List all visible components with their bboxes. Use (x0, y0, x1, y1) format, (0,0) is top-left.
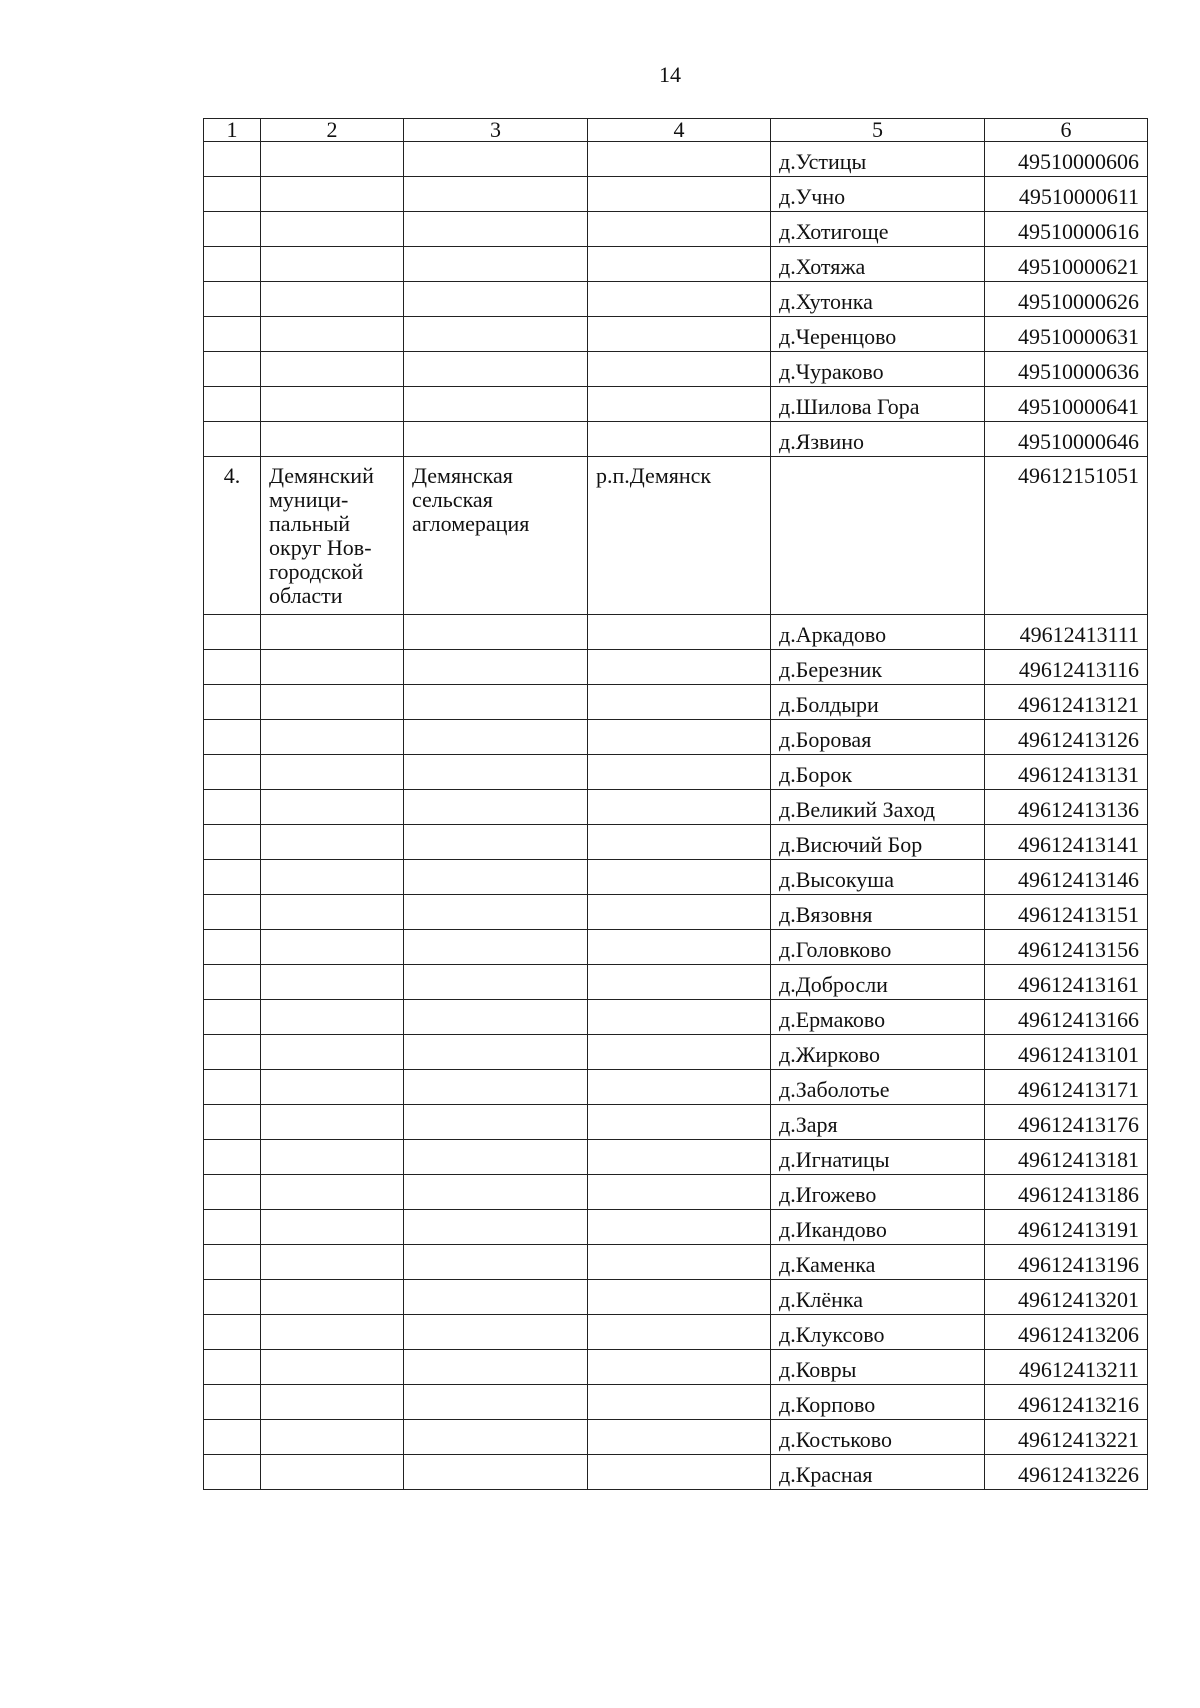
empty-cell (404, 685, 588, 720)
empty-cell (588, 177, 771, 212)
settlement-name: д.Березник (771, 650, 985, 685)
settlement-name: д.Аркадово (771, 615, 985, 650)
empty-cell (204, 1350, 261, 1385)
oktmo-code: 49612413111 (985, 615, 1148, 650)
oktmo-code: 49612413171 (985, 1070, 1148, 1105)
empty-cell (404, 895, 588, 930)
table-row (204, 1420, 1148, 1455)
empty-cell (261, 965, 404, 1000)
settlement-name: д.Головково (771, 930, 985, 965)
empty-cell (261, 930, 404, 965)
oktmo-code: 49510000606 (985, 142, 1148, 177)
settlement-name (771, 457, 985, 615)
table-row (204, 1070, 1148, 1105)
settlement-name: д.Красная (771, 1455, 985, 1490)
empty-cell (261, 1210, 404, 1245)
oktmo-code: 49510000611 (985, 177, 1148, 212)
empty-cell (588, 247, 771, 282)
table-row (204, 615, 1148, 650)
settlement-name: д.Высокуша (771, 860, 985, 895)
empty-cell (204, 387, 261, 422)
table-row (204, 247, 1148, 282)
empty-cell (204, 685, 261, 720)
table-row (204, 1210, 1148, 1245)
empty-cell (588, 1210, 771, 1245)
table-row (204, 720, 1148, 755)
empty-cell (588, 1175, 771, 1210)
empty-cell (404, 317, 588, 352)
settlement-name: д.Каменка (771, 1245, 985, 1280)
empty-cell (204, 1210, 261, 1245)
empty-cell (204, 965, 261, 1000)
empty-cell (261, 790, 404, 825)
table-row (204, 860, 1148, 895)
table-row (204, 282, 1148, 317)
oktmo-code: 49612413226 (985, 1455, 1148, 1490)
empty-cell (588, 1315, 771, 1350)
settlement-name: д.Заболотье (771, 1070, 985, 1105)
empty-cell (588, 1000, 771, 1035)
empty-cell (588, 1245, 771, 1280)
column-number: 1 (204, 119, 261, 142)
empty-cell (404, 282, 588, 317)
table-row (204, 1350, 1148, 1385)
empty-cell (404, 1070, 588, 1105)
empty-cell (204, 1385, 261, 1420)
settlement-name: д.Игнатицы (771, 1140, 985, 1175)
empty-cell (204, 1105, 261, 1140)
table-row (204, 1140, 1148, 1175)
table-row (204, 387, 1148, 422)
agglomeration-name-text: Демянская сельская агломерация (412, 463, 530, 536)
table-row (204, 755, 1148, 790)
empty-cell (261, 422, 404, 457)
empty-cell (588, 860, 771, 895)
empty-cell (204, 1070, 261, 1105)
empty-cell (261, 387, 404, 422)
empty-cell (261, 282, 404, 317)
empty-cell (261, 895, 404, 930)
empty-cell (404, 247, 588, 282)
empty-cell (261, 177, 404, 212)
settlement-name: д.Добросли (771, 965, 985, 1000)
empty-cell (204, 1000, 261, 1035)
empty-cell (204, 1140, 261, 1175)
empty-cell (588, 965, 771, 1000)
empty-cell (204, 825, 261, 860)
empty-cell (204, 650, 261, 685)
settlement-name: д.Игожево (771, 1175, 985, 1210)
empty-cell (404, 615, 588, 650)
empty-cell (261, 1385, 404, 1420)
empty-cell (204, 247, 261, 282)
empty-cell (261, 1105, 404, 1140)
empty-cell (204, 895, 261, 930)
settlement-name: д.Устицы (771, 142, 985, 177)
column-number: 4 (588, 119, 771, 142)
empty-cell (588, 317, 771, 352)
empty-cell (588, 387, 771, 422)
empty-cell (261, 142, 404, 177)
empty-cell (404, 177, 588, 212)
oktmo-code: 49612413121 (985, 685, 1148, 720)
empty-cell (404, 1315, 588, 1350)
empty-cell (404, 1210, 588, 1245)
oktmo-code: 49612413201 (985, 1280, 1148, 1315)
empty-cell (588, 1140, 771, 1175)
empty-cell (588, 825, 771, 860)
empty-cell (204, 720, 261, 755)
empty-cell (404, 930, 588, 965)
empty-cell (588, 1350, 771, 1385)
oktmo-code: 49612413166 (985, 1000, 1148, 1035)
group-number: 4. (204, 457, 261, 615)
table-row (204, 212, 1148, 247)
empty-cell (204, 615, 261, 650)
empty-cell (404, 422, 588, 457)
settlement-name: д.Хотяжа (771, 247, 985, 282)
empty-cell (588, 895, 771, 930)
table-row (204, 1455, 1148, 1490)
table-row (204, 1245, 1148, 1280)
oktmo-code: 49510000631 (985, 317, 1148, 352)
table-row (204, 1000, 1148, 1035)
empty-cell (404, 1385, 588, 1420)
empty-cell (204, 212, 261, 247)
oktmo-code: 49510000616 (985, 212, 1148, 247)
column-number: 6 (985, 119, 1148, 142)
empty-cell (204, 352, 261, 387)
empty-cell (588, 930, 771, 965)
settlement-name: д.Хотигоще (771, 212, 985, 247)
empty-cell (261, 1350, 404, 1385)
table-row (204, 650, 1148, 685)
table-row (204, 825, 1148, 860)
empty-cell (261, 247, 404, 282)
empty-cell (204, 142, 261, 177)
empty-cell (404, 965, 588, 1000)
empty-cell (261, 650, 404, 685)
settlement-name: д.Клёнка (771, 1280, 985, 1315)
empty-cell (404, 1350, 588, 1385)
empty-cell (261, 1035, 404, 1070)
oktmo-code: 49510000641 (985, 387, 1148, 422)
empty-cell (404, 1420, 588, 1455)
settlement-name: д.Хутонка (771, 282, 985, 317)
table-row (204, 352, 1148, 387)
oktmo-code: 49612413141 (985, 825, 1148, 860)
settlement-name: д.Черенцово (771, 317, 985, 352)
empty-cell (588, 615, 771, 650)
empty-cell (404, 825, 588, 860)
oktmo-code: 49612413151 (985, 895, 1148, 930)
empty-cell (204, 930, 261, 965)
empty-cell (404, 1280, 588, 1315)
empty-cell (261, 1455, 404, 1490)
empty-cell (204, 1245, 261, 1280)
empty-cell (588, 755, 771, 790)
settlement-name: д.Висючий Бор (771, 825, 985, 860)
empty-cell (588, 1455, 771, 1490)
empty-cell (404, 142, 588, 177)
oktmo-code: 49612413181 (985, 1140, 1148, 1175)
center-name: р.п.Демянск (588, 457, 771, 615)
settlement-name: д.Ковры (771, 1350, 985, 1385)
settlement-name: д.Икандово (771, 1210, 985, 1245)
table-row (204, 422, 1148, 457)
empty-cell (404, 1000, 588, 1035)
empty-cell (588, 1385, 771, 1420)
oktmo-code: 49612413136 (985, 790, 1148, 825)
oktmo-code: 49510000646 (985, 422, 1148, 457)
municipality-name (261, 457, 404, 615)
empty-cell (204, 1420, 261, 1455)
settlement-name: д.Великий Заход (771, 790, 985, 825)
empty-cell (588, 685, 771, 720)
empty-cell (588, 282, 771, 317)
settlement-name: д.Клуксово (771, 1315, 985, 1350)
oktmo-code: 49612413156 (985, 930, 1148, 965)
empty-cell (261, 720, 404, 755)
empty-cell (404, 352, 588, 387)
table-row (204, 930, 1148, 965)
settlement-name: д.Учно (771, 177, 985, 212)
column-number: 5 (771, 119, 985, 142)
empty-cell (204, 1035, 261, 1070)
empty-cell (588, 212, 771, 247)
empty-cell (404, 755, 588, 790)
empty-cell (404, 860, 588, 895)
empty-cell (261, 1315, 404, 1350)
empty-cell (204, 282, 261, 317)
empty-cell (261, 1175, 404, 1210)
empty-cell (588, 650, 771, 685)
empty-cell (261, 860, 404, 895)
empty-cell (404, 212, 588, 247)
empty-cell (404, 1140, 588, 1175)
oktmo-code: 49612413176 (985, 1105, 1148, 1140)
empty-cell (588, 720, 771, 755)
table-row (204, 965, 1148, 1000)
empty-cell (204, 422, 261, 457)
empty-cell (588, 1105, 771, 1140)
settlement-name: д.Борок (771, 755, 985, 790)
table-row (204, 790, 1148, 825)
empty-cell (404, 1175, 588, 1210)
settlement-table (203, 118, 1148, 1490)
settlement-name: д.Шилова Гора (771, 387, 985, 422)
column-number: 2 (261, 119, 404, 142)
oktmo-code: 49612413146 (985, 860, 1148, 895)
oktmo-code: 49612413101 (985, 1035, 1148, 1070)
oktmo-code: 49612413126 (985, 720, 1148, 755)
municipality-name-text: Демянский муници- пальный округ Нов- городской области (269, 463, 374, 608)
agglomeration-name (404, 457, 588, 615)
oktmo-code: 49612413211 (985, 1350, 1148, 1385)
oktmo-code: 49612413221 (985, 1420, 1148, 1455)
settlement-name: д.Жирково (771, 1035, 985, 1070)
settlement-name: д.Вязовня (771, 895, 985, 930)
table-row (204, 685, 1148, 720)
empty-cell (588, 1280, 771, 1315)
empty-cell (588, 352, 771, 387)
empty-cell (204, 860, 261, 895)
table-row (204, 1315, 1148, 1350)
empty-cell (404, 790, 588, 825)
empty-cell (261, 1000, 404, 1035)
empty-cell (261, 1420, 404, 1455)
settlement-name: д.Корпово (771, 1385, 985, 1420)
empty-cell (204, 755, 261, 790)
empty-cell (261, 685, 404, 720)
settlement-name: д.Заря (771, 1105, 985, 1140)
oktmo-code: 49510000636 (985, 352, 1148, 387)
empty-cell (404, 1455, 588, 1490)
settlement-name: д.Костьково (771, 1420, 985, 1455)
oktmo-code: 49612413206 (985, 1315, 1148, 1350)
empty-cell (204, 790, 261, 825)
empty-cell (261, 352, 404, 387)
column-number: 3 (404, 119, 588, 142)
empty-cell (588, 790, 771, 825)
oktmo-code: 49612413191 (985, 1210, 1148, 1245)
empty-cell (588, 422, 771, 457)
table-row (204, 317, 1148, 352)
empty-cell (261, 1280, 404, 1315)
group-row (204, 457, 1148, 615)
empty-cell (404, 720, 588, 755)
settlement-name: д.Ермаково (771, 1000, 985, 1035)
page-number: 14 (659, 62, 681, 87)
empty-cell (404, 1035, 588, 1070)
empty-cell (261, 825, 404, 860)
empty-cell (204, 177, 261, 212)
table-row (204, 142, 1148, 177)
table-row (204, 1280, 1148, 1315)
empty-cell (204, 317, 261, 352)
empty-cell (404, 1105, 588, 1140)
column-number-row (204, 119, 1148, 142)
oktmo-code: 49612413131 (985, 755, 1148, 790)
table-row (204, 1105, 1148, 1140)
table-row (204, 895, 1148, 930)
empty-cell (404, 650, 588, 685)
empty-cell (261, 1070, 404, 1105)
settlement-name: д.Боровая (771, 720, 985, 755)
table-row (204, 1035, 1148, 1070)
settlement-name: д.Язвино (771, 422, 985, 457)
empty-cell (261, 1245, 404, 1280)
empty-cell (404, 387, 588, 422)
empty-cell (204, 1175, 261, 1210)
empty-cell (261, 317, 404, 352)
oktmo-code: 49510000621 (985, 247, 1148, 282)
empty-cell (588, 142, 771, 177)
empty-cell (404, 1245, 588, 1280)
oktmo-code: 49612413161 (985, 965, 1148, 1000)
settlement-table-body (204, 119, 1148, 1490)
table-row (204, 177, 1148, 212)
oktmo-code: 49510000626 (985, 282, 1148, 317)
empty-cell (588, 1035, 771, 1070)
empty-cell (261, 755, 404, 790)
settlement-name: д.Чураково (771, 352, 985, 387)
empty-cell (204, 1455, 261, 1490)
table-row (204, 1385, 1148, 1420)
oktmo-code: 49612413116 (985, 650, 1148, 685)
oktmo-code: 49612413216 (985, 1385, 1148, 1420)
empty-cell (261, 1140, 404, 1175)
empty-cell (588, 1420, 771, 1455)
oktmo-code: 49612413186 (985, 1175, 1148, 1210)
empty-cell (588, 1070, 771, 1105)
empty-cell (261, 615, 404, 650)
empty-cell (204, 1280, 261, 1315)
table-row (204, 1175, 1148, 1210)
oktmo-code: 49612151051 (985, 457, 1148, 615)
oktmo-code: 49612413196 (985, 1245, 1148, 1280)
settlement-name: д.Болдыри (771, 685, 985, 720)
empty-cell (261, 212, 404, 247)
empty-cell (204, 1315, 261, 1350)
